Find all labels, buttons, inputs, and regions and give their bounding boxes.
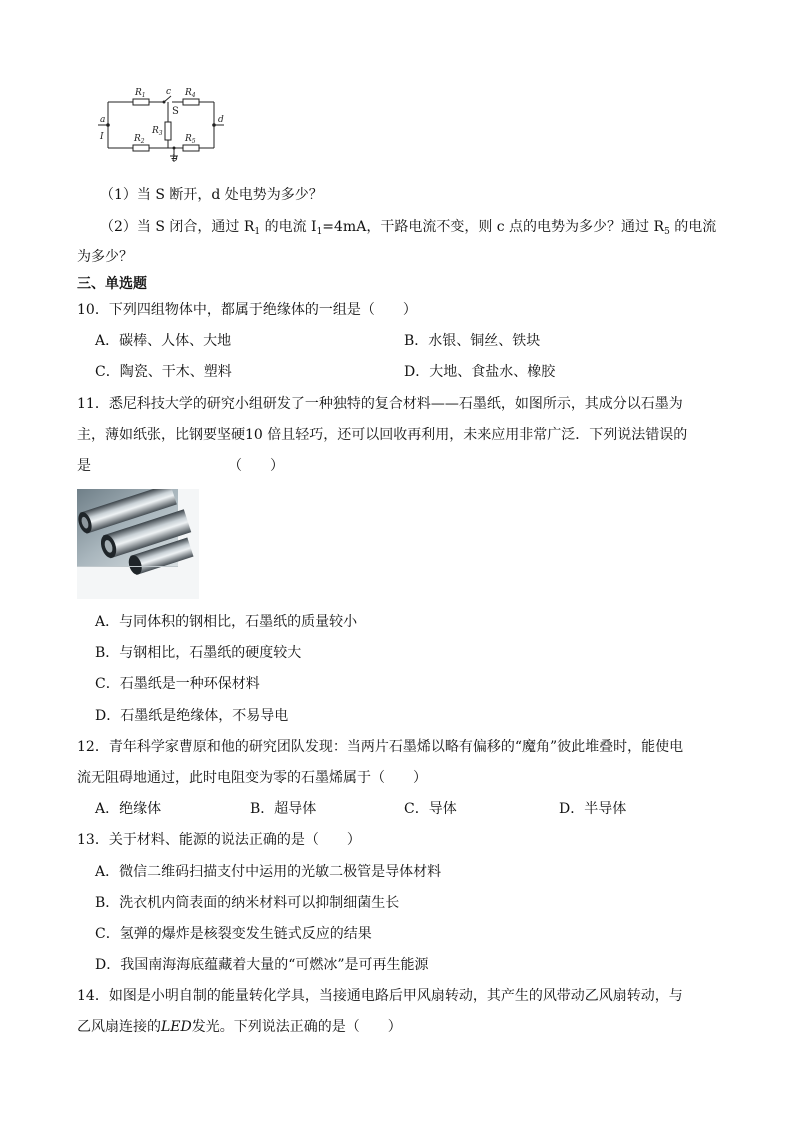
q12-option-c[interactable]: C．导体 — [404, 801, 457, 817]
current-i-label: I — [100, 132, 104, 142]
q9-part2: （2）当 S 闭合，通过 $R_1$ 的电流 $I_1=4mA$，干路电流不变，则 c 点的电势为多少？通过 $R_5$ 的电流 — [100, 219, 717, 237]
q11-stem-line2: 主，薄如纸张，比钢要坚硬10 倍且轻巧，还可以回收再利用，未来应用非常广泛．下列说法错误的 — [77, 427, 688, 443]
circuit-diagram — [96, 84, 236, 164]
svg-text:R2: $R_2$ — [134, 134, 145, 145]
svg-text:R4: $R_4$ — [185, 88, 196, 99]
q10-option-d[interactable]: D．大地、食盐水、橡胶 — [404, 364, 556, 380]
q10-option-a[interactable]: A．碳棒、人体、大地 — [95, 333, 232, 349]
q14-stem-line1: 14．如图是小明自制的能量转化学具，当接通电路后甲风扇转动，其产生的风带动乙风扇转动，与 — [77, 988, 683, 1004]
section-title: 三、单选题 — [77, 276, 147, 292]
q14-stem-line2: 乙风扇连接的LED发光。下列说法正确的是（ ） — [77, 1019, 402, 1035]
q12-stem-line1: 12．青年科学家曹原和他的研究团队发现：当两片石墨烯以略有偏移的“魔角”彼此堆叠时，能使电 — [77, 739, 684, 755]
svg-text:R1: $R_1$ — [135, 88, 146, 99]
node-b-label: b — [172, 154, 178, 164]
svg-text:R3: $R_3$ — [152, 126, 163, 137]
q11-stem-line1: 11．悉尼科技大学的研究小组研发了一种独特的复合材料——石墨纸，如图所示，其成分以石墨为 — [77, 396, 683, 412]
q9-part2-cont: 为多少？ — [77, 249, 133, 265]
q10-stem: 10．下列四组物体中，都属于绝缘体的一组是（ ） — [77, 302, 417, 318]
resistor-r4 — [183, 99, 199, 105]
q13-stem: 13．关于材料、能源的说法正确的是（ ） — [77, 832, 361, 848]
graphite-paper-photo — [77, 489, 199, 599]
switch-s-label: S — [172, 106, 179, 117]
resistor-r5 — [183, 145, 199, 151]
q11-answer-paren: （ ） — [228, 458, 284, 474]
q13-option-b[interactable]: B．洗衣机内筒表面的纳米材料可以抑制细菌生长 — [95, 895, 400, 911]
resistor-r2 — [133, 145, 149, 151]
q13-option-c[interactable]: C．氢弹的爆炸是核裂变发生链式反应的结果 — [95, 926, 372, 942]
q13-option-d[interactable]: D．我国南海海底蕴藏着大量的“可燃冰”是可再生能源 — [95, 957, 429, 973]
q11-stem-line3: 是 — [77, 458, 91, 474]
q11-option-d[interactable]: D．石墨纸是绝缘体，不易导电 — [95, 708, 289, 724]
q13-option-a[interactable]: A．微信二维码扫描支付中运用的光敏二极管是导体材料 — [95, 864, 442, 880]
resistor-r1 — [133, 99, 149, 105]
resistor-r3 — [165, 122, 171, 140]
q11-option-a[interactable]: A．与同体积的钢相比，石墨纸的质量较小 — [95, 614, 358, 630]
q12-option-a[interactable]: A．绝缘体 — [95, 801, 162, 817]
svg-text:R5: $R_5$ — [185, 134, 196, 145]
node-c-label: c — [166, 87, 172, 97]
node-d-label: d — [218, 115, 224, 125]
q12-option-d[interactable]: D．半导体 — [559, 801, 627, 817]
node-a-label: a — [100, 115, 106, 125]
q12-option-b[interactable]: B．超导体 — [250, 801, 317, 817]
q10-option-c[interactable]: C．陶瓷、干木、塑料 — [95, 364, 232, 380]
q11-option-b[interactable]: B．与钢相比，石墨纸的硬度较大 — [95, 645, 302, 661]
q9-part1: （1）当 S 断开，d 处电势为多少？ — [100, 187, 323, 203]
q11-option-c[interactable]: C．石墨纸是一种环保材料 — [95, 676, 260, 692]
q10-option-b[interactable]: B．水银、铜丝、铁块 — [404, 333, 541, 349]
q12-stem-line2: 流无阻碍地通过，此时电阻变为零的石墨烯属于（ ） — [77, 770, 427, 786]
